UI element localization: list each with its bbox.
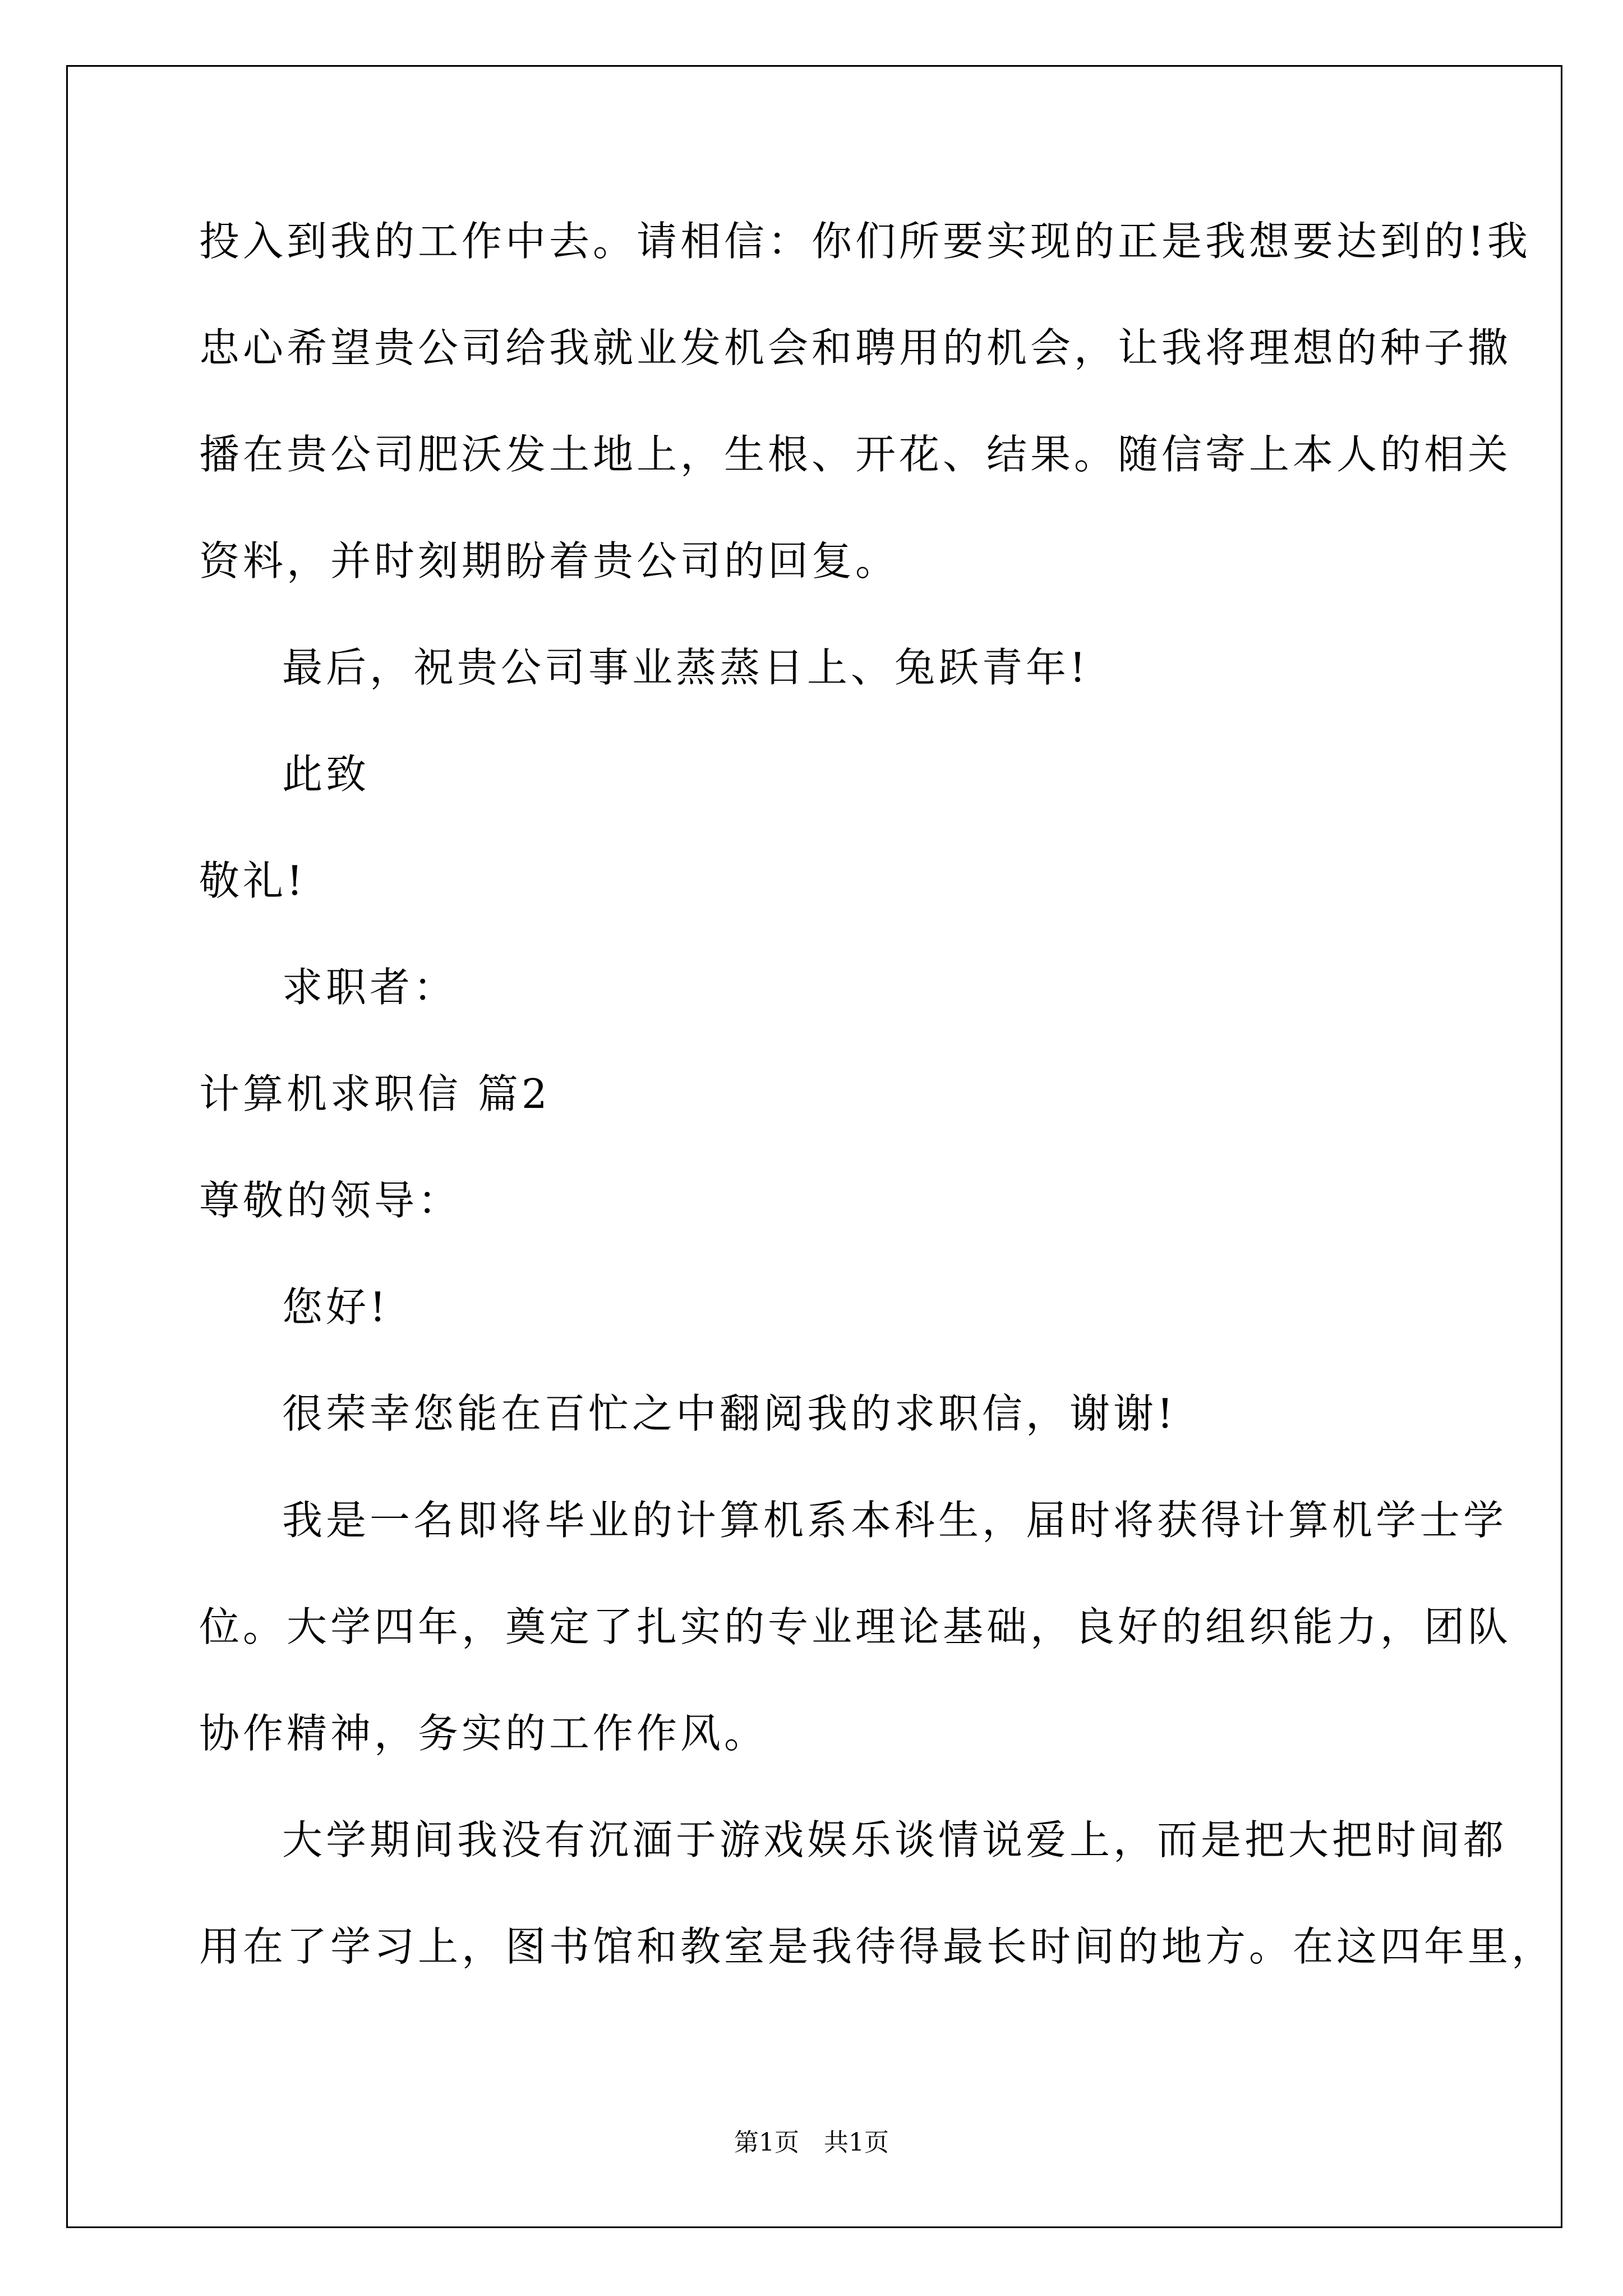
section-title: 计算机求职信 篇2 — [199, 1070, 551, 1117]
paragraph-3-line-1: 大学期间我没有沉湎于游戏娱乐谈情说爱上，而是把大把时间都 — [282, 1816, 1507, 1864]
greeting-to: 尊敬的领导： — [199, 1177, 462, 1224]
paragraph-1-line-3: 播在贵公司肥沃发土地上，生根、开花、结果。随信寄上本人的相关 — [199, 431, 1512, 478]
paragraph-3-line-2: 用在了学习上，图书馆和教室是我待得最长时间的地方。在这四年里， — [199, 1923, 1556, 1970]
regards: 敬礼! — [199, 857, 306, 904]
paragraph-2-line-2: 位。大学四年，奠定了扎实的专业理论基础，良好的组织能力，团队 — [199, 1603, 1512, 1650]
closing-wish: 最后，祝贵公司事业蒸蒸日上、兔跃青年! — [282, 644, 1089, 691]
salutation-close: 此致 — [282, 751, 370, 798]
page-border — [66, 65, 1562, 2228]
thanks: 很荣幸您能在百忙之中翻阅我的求职信，谢谢! — [282, 1390, 1177, 1437]
paragraph-2-line-1: 我是一名即将毕业的计算机系本科生，届时将获得计算机学士学 — [282, 1497, 1507, 1544]
paragraph-1-line-1: 投入到我的工作中去。请相信：你们所要实现的正是我想要达到的!我 — [199, 218, 1531, 265]
signature-label: 求职者： — [282, 964, 458, 1011]
paragraph-1-line-4: 资料，并时刻期盼着贵公司的回复。 — [199, 537, 900, 585]
page-footer: 第1页 共1页 — [734, 2128, 889, 2157]
hello: 您好! — [282, 1283, 389, 1331]
paragraph-2-line-3: 协作精神，务实的工作作风。 — [199, 1710, 768, 1757]
paragraph-1-line-2: 忠心希望贵公司给我就业发机会和聘用的机会，让我将理想的种子撒 — [199, 324, 1512, 371]
